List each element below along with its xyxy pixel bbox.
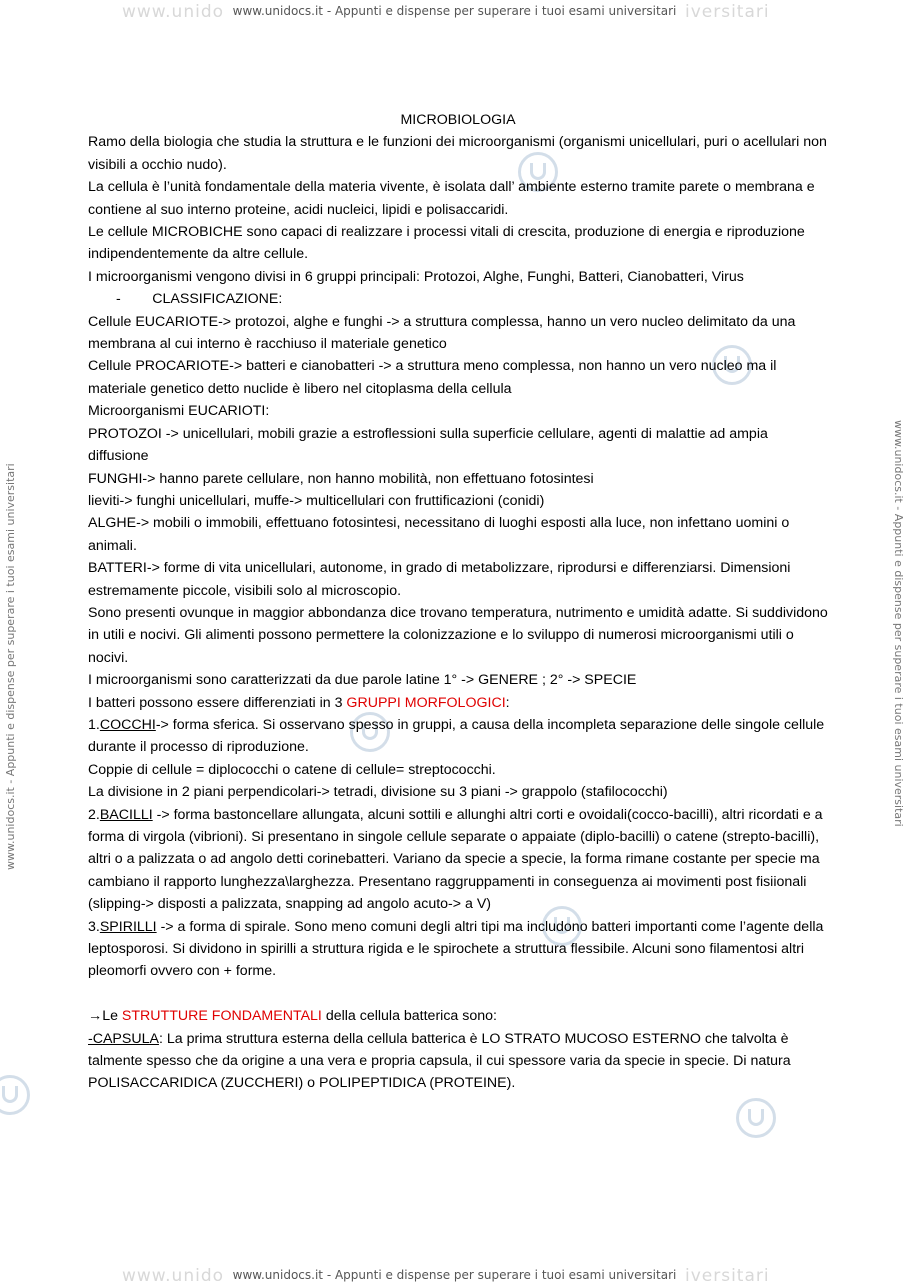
paragraph: [88, 1028, 828, 1095]
paragraph: [88, 916, 828, 983]
footer-banner: www.unidocs.it - Appunti e dispense per superare i tuoi esami universitari: [232, 1268, 677, 1282]
paragraph: lieviti-> funghi unicellulari, muffe-> multicellulari con fruttificazioni (conidi): [88, 492, 545, 509]
underlined-term: COCCHI: [99, 716, 156, 733]
watermark-side-right: www.unidocs.it - Appunti e dispense per superare i tuoi esami universitari: [892, 420, 905, 827]
paragraph: [88, 804, 828, 916]
paragraph: La cellula è l’unità fondamentale della materia vivente, è isolata dall’ ambiente esterno tramite parete o membrana e contiene al suo interno proteine, acidi nucleici, lipidi e polisaccaridi.: [88, 179, 815, 218]
paragraph: Sono presenti ovunque in maggior abbondanza dice trovano temperatura, nutrimento e umidità adatte. Si suddividono in utili e nocivi. Gli alimenti possono permettere la colonizzazione e lo sviluppo di numerosi microorganismi utili o nocivi.: [88, 604, 828, 666]
text: -> a forma di spirale. Sono meno comuni degli altri tipi ma includono batteri importanti come l’agente della leptosporosi. Si dividono in spirilli a struttura rigida e le spirochete a struttura flessibile. Alcuni sono filamentosi altri pleomorfi ovvero con + forme.: [88, 918, 824, 980]
paragraph: FUNGHI-> hanno parete cellulare, non hanno mobilità, non effettuano fotosintesi: [88, 470, 594, 487]
text: :: [505, 694, 510, 711]
highlight-text: STRUTTURE FONDAMENTALI: [121, 1008, 322, 1025]
header-ghost-right: iversitari: [685, 2, 770, 22]
paragraph: I microorganismi sono caratterizzati da due parole latine 1° -> GENERE ; 2° -> SPECIE: [88, 672, 637, 689]
watermark-header: [0, 2, 909, 22]
watermark-logo-icon: [0, 1075, 30, 1115]
footer-ghost-left: www.unido: [122, 1266, 225, 1286]
paragraph: Cellule EUCARIOTE-> protozoi, alghe e funghi -> a struttura complessa, hanno un vero nucleo delimitato da una membrana al cui interno è racchiuso il materiale genetico: [88, 313, 796, 353]
arrow-icon: →: [88, 1008, 103, 1025]
watermark-logo-icon: [736, 1098, 776, 1138]
header-banner: www.unidocs.it - Appunti e dispense per superare i tuoi esami universitari: [232, 4, 677, 18]
watermark-footer: [0, 1266, 909, 1286]
paragraph: BATTERI-> forme di vita unicellulari, autonome, in grado di metabolizzare, riprodursi e differenziarsi. Dimensioni estremamente piccole, visibili solo al microscopio.: [88, 560, 791, 599]
text: I batteri possono essere differenziati in 3: [88, 694, 347, 711]
section-heading-classificazione: - CLASSIFICAZIONE:: [116, 291, 283, 308]
underlined-term: BACILLI: [99, 806, 153, 823]
list-number: 3.: [88, 918, 100, 935]
paragraph: Cellule PROCARIOTE-> batteri e cianobatteri -> a struttura meno complessa, non hanno un vero nucleo ma il materiale genetico detto nuclide è libero nel citoplasma della cellula: [88, 358, 777, 397]
paragraph: [88, 714, 828, 759]
paragraph: [88, 692, 828, 714]
paragraph: ALGHE-> mobili o immobili, effettuano fotosintesi, necessitano di luoghi esposti alla luce, non infettano uomini o animali.: [88, 515, 790, 554]
text: : La prima struttura esterna della cellula batterica è LO STRATO MUCOSO ESTERNO che talvolta è talmente spesso che da origine a una vera e propria capsula, il cui spessore varia da specie in specie. Di natura POLISACCARIDICA (ZUCCHERI) o POLIPEPTIDICA (PROTEINE).: [88, 1030, 791, 1092]
spacer: [88, 983, 828, 1005]
paragraph: I microorganismi vengono divisi in 6 gruppi principali: Protozoi, Alghe, Funghi, Batteri, Cianobatteri, Virus: [88, 268, 744, 285]
watermark-side-left: www.unidocs.it - Appunti e dispense per superare i tuoi esami universitari: [4, 463, 17, 870]
text: -> forma sferica. Si osservano spesso in gruppi, a causa della incompleta separazione delle singole cellule durante il processo di riproduzione.: [88, 716, 825, 756]
text: -> forma bastoncellare allungata, alcuni sottili e allunghi altri corti e ovoidali(cocco-bacilli), altri ricordati e a forma di virgola (vibrioni). Si presentano in singole cellule separate o appaiate (diplo-bacilli) o catene (strepto-bacilli), altri o a palizzata o ad angolo detti corinebatteri. Variano da specie a specie, la forma rimane costante per specie ma cambiano il rapporto lunghezza\larghezza. Presentano raggruppamenti in conseguenza ai movimenti post fisiionali (slipping-> disposti a palizzata, snapping ad angolo acuto-> a V): [88, 806, 823, 913]
highlight-text: GRUPPI MORFOLOGICI: [346, 694, 506, 711]
underlined-term: -CAPSULA: [88, 1030, 159, 1047]
text: della cellula batterica sono:: [321, 1008, 497, 1025]
paragraph: Le cellule MICROBICHE sono capaci di realizzare i processi vitali di crescita, produzione di energia e riproduzione indipendentemente da altre cellule.: [88, 224, 805, 263]
list-number: 1.: [88, 716, 100, 733]
paragraph: Coppie di cellule = diplococchi o catene di cellule= streptococchi.: [88, 761, 496, 778]
paragraph: [88, 1005, 828, 1027]
paragraph: Ramo della biologia che studia la struttura e le funzioni dei microorganismi (organismi unicellulari, puri o acellulari non visibili a occhio nudo).: [88, 134, 827, 173]
list-number: 2.: [88, 806, 100, 823]
paragraph: Microorganismi EUCARIOTI:: [88, 403, 270, 420]
paragraph: PROTOZOI -> unicellulari, mobili grazie a estroflessioni sulla superficie cellulare, agenti di malattie ad ampia diffusione: [88, 425, 768, 465]
footer-ghost-right: iversitari: [685, 1266, 770, 1286]
paragraph: La divisione in 2 piani perpendicolari-> tetradi, divisione su 3 piani -> grappolo (stafilococchi): [88, 784, 668, 801]
header-ghost-left: www.unido: [122, 2, 225, 22]
underlined-term: SPIRILLI: [99, 918, 157, 935]
page-title: MICROBIOLOGIA: [400, 112, 516, 128]
text: Le: [102, 1008, 122, 1025]
document-body: [88, 109, 828, 1095]
